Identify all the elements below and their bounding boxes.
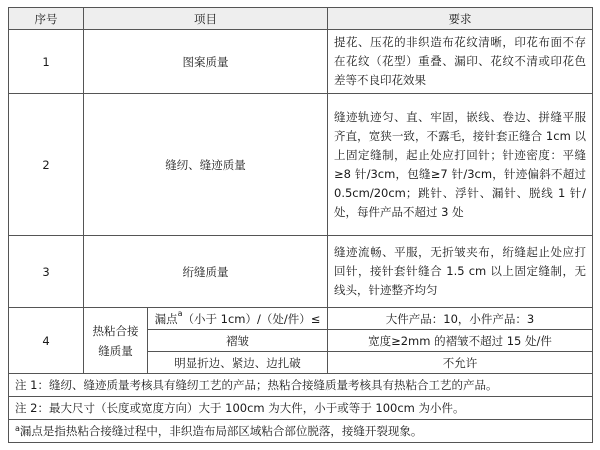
sub-item (148, 308, 328, 330)
header-item: 项目 (84, 8, 328, 30)
sub-item: 明显折边、紧边、边扎破 (148, 352, 328, 374)
sub-requirement: 大件产品：10，小件产品：3 (328, 308, 593, 330)
table-row (9, 94, 593, 236)
footnote-text: 漏点是指热粘合接缝过程中，非织造布局部区域粘合部位脱落，接缝开裂现象。 (19, 424, 423, 438)
row-seq: 2 (9, 94, 84, 236)
sub-requirement: 宽度≥2mm 的褶皱不超过 15 处/件 (328, 330, 593, 352)
footnote-marker: a (15, 424, 20, 433)
header-seq: 序号 (9, 8, 84, 30)
row-item: 绗缝质量 (84, 236, 328, 308)
row-group-item: 热粘合接缝质量 (84, 308, 148, 374)
row-seq: 1 (9, 30, 84, 94)
row-requirement: 提花、压花的非织造布花纹清晰，印花布面不存在花纹（花型）重叠、漏印、花纹不清或印花色差等不良印花效果 (328, 30, 593, 94)
row-item: 图案质量 (84, 30, 328, 94)
note-1: 注 1：缝纫、缝迹质量考核具有缝纫工艺的产品；热粘合接缝质量考核具有热粘合工艺的产品。 (9, 374, 593, 397)
sub-item-label: 漏点 (154, 311, 178, 326)
table-row (9, 30, 593, 94)
footnote-marker: a (177, 308, 183, 318)
table-row (9, 236, 593, 308)
table-row (9, 308, 593, 330)
header-requirement: 要求 (328, 8, 593, 30)
note-2: 注 2：最大尺寸（长度或宽度方向）大于 100cm 为大件，小于或等于 100cm 为小件。 (9, 397, 593, 420)
row-seq: 4 (9, 308, 84, 374)
notes-row (9, 397, 593, 420)
sub-requirement: 不允许 (328, 352, 593, 374)
sub-item: 褶皱 (148, 330, 328, 352)
row-requirement: 缝迹轨迹匀、直、牢固，嵌线、卷边、拼缝平服齐直，宽狭一致，不露毛，接针套正缝合 1cm 以上固定缝制，起止处应打回针；针迹密度：平缝≥8 针/3cm，包缝≥7 针/3cm，针迹偏斜不超过 0.5cm/20cm；跳针、浮针、漏针、脱线 1 针/处，每件产品不超过 3 处 (328, 94, 593, 236)
row-item: 缝纫、缝迹质量 (84, 94, 328, 236)
header-row (9, 8, 593, 30)
footnote (9, 420, 593, 443)
notes-row (9, 374, 593, 397)
notes-row (9, 420, 593, 443)
quality-requirements-table (8, 7, 593, 443)
sub-item-label: （小于 1cm）/（处/件）≤ (182, 311, 321, 326)
row-seq: 3 (9, 236, 84, 308)
row-requirement: 缝迹流畅、平服，无折皱夹布，绗缝起止处应打回针，接针套针缝合 1.5 cm 以上固定缝制，无线头，针迹整齐均匀 (328, 236, 593, 308)
